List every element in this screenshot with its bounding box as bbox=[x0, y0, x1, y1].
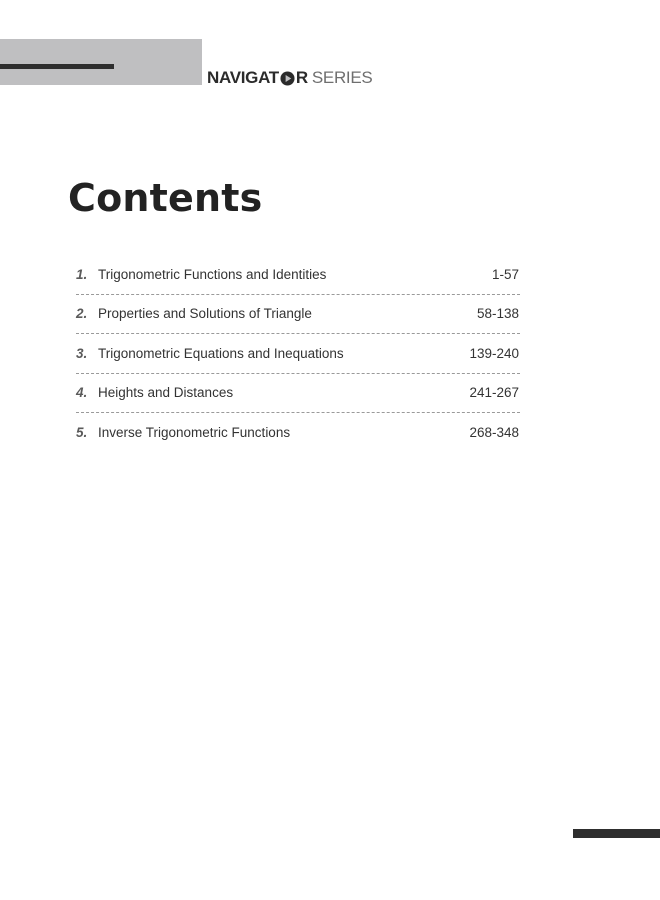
page-title: Contents bbox=[68, 176, 263, 220]
toc-entry-pages: 1-57 bbox=[491, 266, 519, 282]
series-logo bbox=[207, 67, 372, 89]
toc-entry-number: 4. bbox=[76, 385, 88, 401]
header-rule bbox=[0, 64, 114, 69]
toc-entry-number: 2. bbox=[76, 306, 88, 322]
series-logo-text-part1: NAVIGAT bbox=[207, 68, 279, 87]
toc-entry-title[interactable]: Heights and Distances bbox=[98, 385, 234, 401]
toc-entry-pages: 241-267 bbox=[469, 385, 519, 401]
toc-entry-pages: 139-240 bbox=[469, 345, 519, 361]
toc-entry[interactable] bbox=[76, 334, 520, 374]
toc-entry-title[interactable]: Trigonometric Functions and Identities bbox=[98, 266, 327, 282]
circle-play-icon bbox=[280, 71, 295, 86]
toc-entry[interactable] bbox=[76, 374, 520, 414]
header-band bbox=[0, 39, 202, 85]
toc-entry-number: 3. bbox=[76, 345, 88, 361]
table-of-contents bbox=[76, 255, 520, 453]
toc-entry-pages: 58-138 bbox=[476, 306, 519, 322]
footer-rule bbox=[573, 829, 660, 838]
toc-entry-title[interactable]: Properties and Solutions of Triangle bbox=[98, 306, 312, 322]
toc-entry[interactable] bbox=[76, 255, 520, 295]
toc-entry-title[interactable]: Inverse Trigonometric Functions bbox=[98, 425, 291, 441]
series-logo-text-part3: SERIES bbox=[311, 68, 373, 87]
toc-entry[interactable] bbox=[76, 295, 520, 335]
series-logo-text-part2: R bbox=[295, 68, 308, 87]
toc-entry-number: 5. bbox=[76, 425, 88, 441]
toc-entry-pages: 268-348 bbox=[469, 425, 519, 441]
toc-entry-title[interactable]: Trigonometric Equations and Inequations bbox=[98, 345, 344, 361]
toc-entry[interactable] bbox=[76, 413, 520, 453]
toc-entry-number: 1. bbox=[76, 266, 88, 282]
